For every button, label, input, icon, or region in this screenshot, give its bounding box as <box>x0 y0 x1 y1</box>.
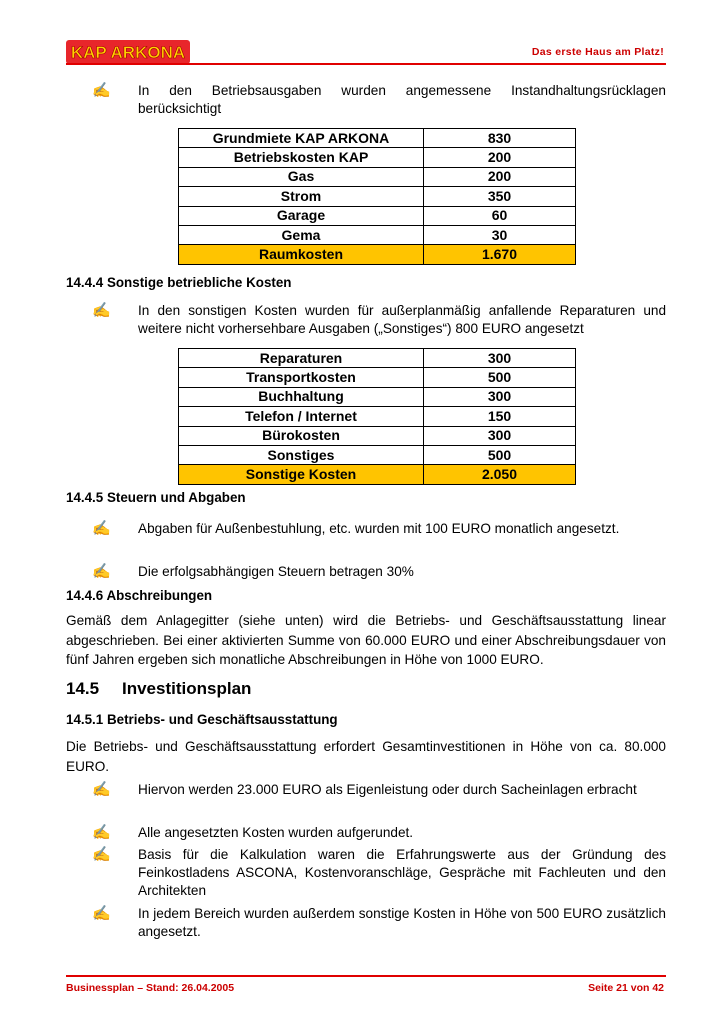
row-value: 200 <box>424 167 576 186</box>
bullet-text: Alle angesetzten Kosten wurden aufgerundet. <box>138 825 414 840</box>
row-value: 830 <box>424 129 576 148</box>
section-heading-14-4-5: 14.4.5 Steuern und Abgaben <box>66 490 246 505</box>
row-label: Telefon / Internet <box>179 407 424 426</box>
sonstige-kosten-table <box>178 348 576 485</box>
total-value: 2.050 <box>424 465 576 484</box>
writing-hand-icon: ✍ <box>92 82 111 99</box>
header-tagline: Das erste Haus am Platz! <box>531 46 664 58</box>
section-heading-14-5-1: 14.5.1 Betriebs- und Geschäftsausstattung <box>66 712 338 727</box>
bullet-text: In den sonstigen Kosten wurden für außerplanmäßig anfallende Reparaturen und weitere nicht vorhersehbare Ausgaben („Sonstiges“) 800 EURO angesetzt <box>138 303 666 336</box>
list-item <box>86 824 666 842</box>
table-row <box>179 407 576 426</box>
table-total-row <box>179 465 576 484</box>
row-value: 300 <box>424 387 576 406</box>
table-row <box>179 368 576 387</box>
section-heading-14-4-6: 14.4.6 Abschreibungen <box>66 588 213 603</box>
writing-hand-icon: ✍ <box>92 824 111 841</box>
row-value: 300 <box>424 426 576 445</box>
writing-hand-icon: ✍ <box>92 302 111 319</box>
table-row <box>179 148 576 167</box>
paragraph-investitionen: Die Betriebs- und Geschäftsausstattung erfordert Gesamtinvestitionen in Höhe von ca. 80.000 EURO. <box>66 739 666 774</box>
writing-hand-icon: ✍ <box>92 781 111 798</box>
row-label: Grundmiete KAP ARKONA <box>179 129 424 148</box>
list-item <box>86 563 666 581</box>
table-total-row <box>179 245 576 264</box>
bullet-text: In jedem Bereich wurden außerdem sonstige Kosten in Höhe von 500 EURO zusätzlich angesetzt. <box>138 906 666 939</box>
list-item <box>86 905 666 941</box>
writing-hand-icon: ✍ <box>92 563 111 580</box>
table-row <box>179 129 576 148</box>
table-row <box>179 445 576 464</box>
footer-document-info: Businessplan – Stand: 26.04.2005 <box>66 982 235 994</box>
footer-page-number: Seite 21 von 42 <box>588 982 664 994</box>
total-value: 1.670 <box>424 245 576 264</box>
footer-divider <box>66 975 666 977</box>
row-value: 150 <box>424 407 576 426</box>
row-label: Garage <box>179 206 424 225</box>
row-label: Betriebskosten KAP <box>179 148 424 167</box>
bullet-text: Basis für die Kalkulation waren die Erfahrungswerte aus der Gründung des Feinkostladens ASCONA, Kostenvoranschläge, Gespräche mit Fachleuten und den Architekten <box>138 847 666 898</box>
row-value: 30 <box>424 225 576 244</box>
table-row <box>179 206 576 225</box>
paragraph-abschreibungen: Gemäß dem Anlagegitter (siehe unten) wird die Betriebs- und Geschäftsausstattung linear abgeschrieben. Bei einer aktivierten Summe von 60.000 EURO und einer Abschreibungsdauer von fünf Jahren ergeben sich monatliche Abschreibungen in Höhe von 1000 EURO. <box>66 613 666 667</box>
row-label: Gas <box>179 167 424 186</box>
bullet-text: Die erfolgsabhängigen Steuern betragen 30% <box>138 564 414 579</box>
list-item <box>86 781 666 799</box>
row-value: 60 <box>424 206 576 225</box>
section-title: Investitionsplan <box>122 679 252 698</box>
raumkosten-table <box>178 128 576 265</box>
row-value: 200 <box>424 148 576 167</box>
table-row <box>179 426 576 445</box>
writing-hand-icon: ✍ <box>92 846 111 863</box>
total-label: Sonstige Kosten <box>179 465 424 484</box>
section-number: 14.5 <box>66 679 100 698</box>
row-label: Transportkosten <box>179 368 424 387</box>
list-item <box>86 302 666 338</box>
row-label: Strom <box>179 187 424 206</box>
table-row <box>179 387 576 406</box>
list-item <box>86 520 666 538</box>
kap-arkona-logo <box>66 40 190 64</box>
row-label: Reparaturen <box>179 349 424 368</box>
row-value: 350 <box>424 187 576 206</box>
row-value: 500 <box>424 445 576 464</box>
table-row <box>179 225 576 244</box>
writing-hand-icon: ✍ <box>92 905 111 922</box>
section-heading-14-4-4: 14.4.4 Sonstige betriebliche Kosten <box>66 275 292 290</box>
table-row <box>179 349 576 368</box>
total-label: Raumkosten <box>179 245 424 264</box>
row-label: Buchhaltung <box>179 387 424 406</box>
svg-text:KAP ARKONA: KAP ARKONA <box>70 43 186 62</box>
bullet-text: Hiervon werden 23.000 EURO als Eigenleistung oder durch Sacheinlagen erbracht <box>138 782 637 797</box>
bullet-text: Abgaben für Außenbestuhlung, etc. wurden mit 100 EURO monatlich angesetzt. <box>138 521 620 536</box>
row-value: 500 <box>424 368 576 387</box>
row-value: 300 <box>424 349 576 368</box>
table-row <box>179 187 576 206</box>
list-item <box>86 82 666 118</box>
table-row <box>179 167 576 186</box>
row-label: Gema <box>179 225 424 244</box>
section-heading-14-5 <box>66 678 251 700</box>
logo-graphic <box>66 40 190 64</box>
row-label: Bürokosten <box>179 426 424 445</box>
bullet-text: In den Betriebsausgaben wurden angemessene Instandhaltungsrücklagen berücksichtigt <box>138 83 666 116</box>
row-label: Sonstiges <box>179 445 424 464</box>
header-divider <box>66 63 666 65</box>
list-item <box>86 846 666 900</box>
writing-hand-icon: ✍ <box>92 520 111 537</box>
